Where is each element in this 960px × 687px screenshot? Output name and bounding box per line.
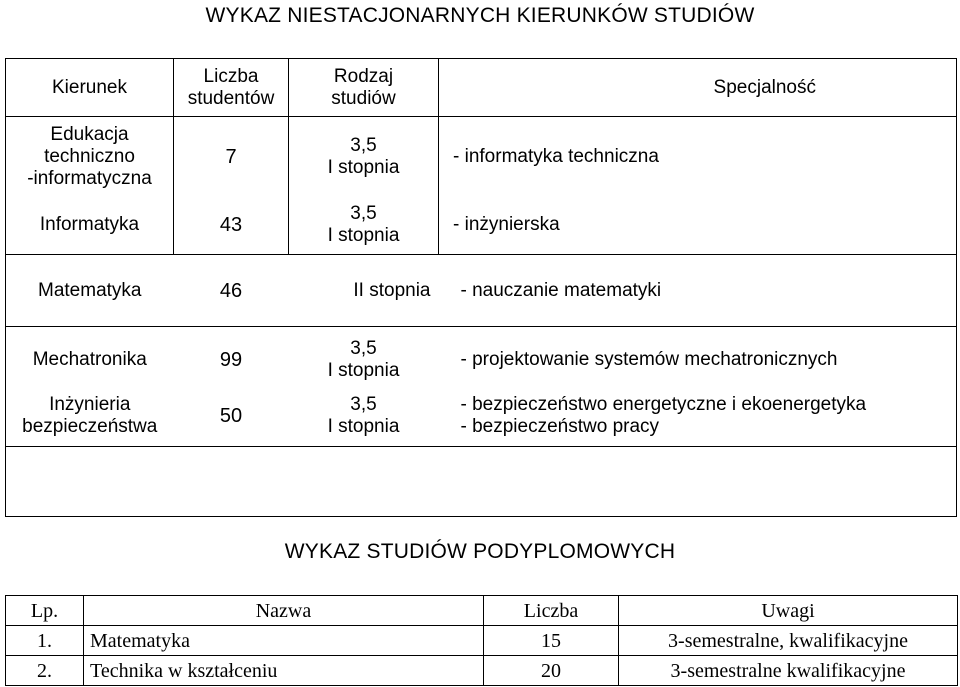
liczba-cell: 99 [174, 327, 289, 387]
page-title: WYKAZ NIESTACJONARNYCH KIERUNKÓW STUDIÓW [205, 4, 755, 27]
lp-cell: 2. [6, 656, 84, 686]
kierunek-cell: Inżynieria bezpieczeństwa [6, 387, 174, 447]
rodzaj-cell: 3,5 I stopnia [289, 197, 439, 255]
header-specjalnosc: Specjalność [439, 59, 957, 117]
liczba-cell: 15 [484, 626, 619, 656]
rodzaj-cell: 3,5 I stopnia [289, 117, 439, 197]
header-nazwa: Nazwa [84, 596, 484, 626]
specjalnosc-cell: - projektowanie systemów mechatronicznych [439, 327, 957, 387]
table-row [6, 387, 957, 447]
liczba-cell: 46 [174, 255, 289, 327]
table-row [6, 255, 957, 327]
liczba-cell: 20 [484, 656, 619, 686]
table-row [6, 117, 957, 197]
header-liczba: Liczba studentów [174, 59, 289, 117]
table-row [6, 656, 958, 686]
table-row [6, 626, 958, 656]
specjalnosc-cell: - bezpieczeństwo energetyczne i ekoenergetyka - bezpieczeństwo pracy [439, 387, 957, 447]
nazwa-cell: Technika w kształceniu [84, 656, 484, 686]
rodzaj-cell: 3,5 I stopnia [289, 387, 439, 447]
liczba-cell: 43 [174, 197, 289, 255]
kierunek-cell: Edukacja techniczno -informatyczna [6, 117, 174, 197]
specjalnosc-cell: - informatyka techniczna [439, 117, 957, 197]
nazwa-cell: Matematyka [84, 626, 484, 656]
kierunek-cell: Matematyka [6, 255, 174, 327]
specjalnosc-cell: - nauczanie matematyki [439, 255, 957, 327]
rodzaj-cell: 3,5 I stopnia [289, 327, 439, 387]
table-row [6, 197, 957, 255]
rodzaj-cell: II stopnia [289, 255, 439, 327]
table-row [6, 327, 957, 387]
postgrad-header-row [6, 596, 958, 626]
empty-row [6, 447, 957, 517]
header-rodzaj: Rodzaj studiów [289, 59, 439, 117]
postgrad-table [5, 595, 958, 686]
header-lp: Lp. [6, 596, 84, 626]
postgrad-title: WYKAZ STUDIÓW PODYPLOMOWYCH [284, 540, 676, 563]
programs-table [5, 58, 957, 517]
specjalnosc-cell: - inżynierska [439, 197, 957, 255]
header-kierunek: Kierunek [6, 59, 174, 117]
kierunek-cell: Informatyka [6, 197, 174, 255]
liczba-cell: 7 [174, 117, 289, 197]
lp-cell: 1. [6, 626, 84, 656]
uwagi-cell: 3-semestralne kwalifikacyjne [619, 656, 958, 686]
header-liczba: Liczba [484, 596, 619, 626]
kierunek-cell: Mechatronika [6, 327, 174, 387]
header-uwagi: Uwagi [619, 596, 958, 626]
programs-header-row [6, 59, 957, 117]
liczba-cell: 50 [174, 387, 289, 447]
uwagi-cell: 3-semestralne, kwalifikacyjne [619, 626, 958, 656]
